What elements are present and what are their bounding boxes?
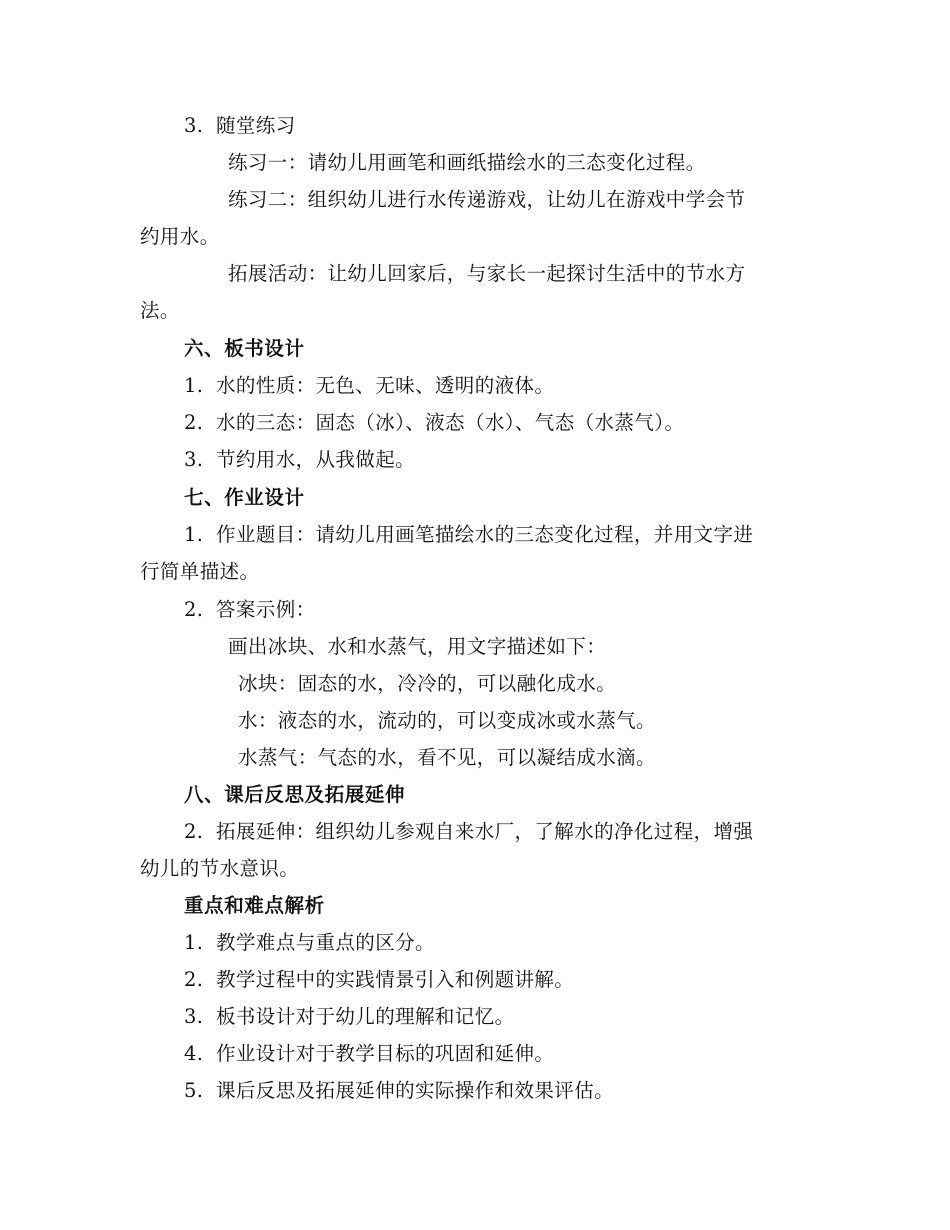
analysis-item-2	[184, 966, 574, 994]
homework-title: 七、作业设计	[184, 486, 305, 509]
analysis-item-1-text: 教学难点与重点的区分。	[216, 931, 435, 954]
board-design-title: 六、板书设计	[184, 337, 305, 360]
reflection-item-text: 拓展延伸：组织幼儿参观自来水厂，了解水的净化过程，增强	[216, 820, 754, 843]
homework-item-2-number: 2.	[184, 598, 204, 621]
board-item-3	[184, 446, 415, 474]
reflection-title: 八、课后反思及拓展延伸	[184, 783, 406, 806]
answer-water: 水：液态的水，流动的，可以变成冰或水蒸气。	[238, 709, 656, 732]
reflection-item-line-2: 幼儿的节水意识。	[140, 857, 300, 880]
analysis-item-3-text: 板书设计对于幼儿的理解和记忆。	[216, 1005, 515, 1028]
practice-extension-line-2: 法。	[140, 299, 180, 322]
practice-exercise-2-line-2: 约用水。	[140, 225, 220, 248]
board-item-1-number: 1.	[184, 374, 204, 397]
analysis-item-5-text: 课后反思及拓展延伸的实际操作和效果评估。	[216, 1079, 615, 1102]
answer-ice: 冰块：固态的水，冷冷的，可以融化成水。	[238, 672, 617, 695]
analysis-item-1	[184, 929, 435, 957]
homework-item-1-number: 1.	[184, 523, 204, 546]
analysis-item-5-number: 5.	[184, 1079, 204, 1102]
board-item-3-number: 3.	[184, 448, 204, 471]
board-item-3-text: 节约用水，从我做起。	[216, 448, 416, 471]
analysis-item-2-text: 教学过程中的实践情景引入和例题讲解。	[216, 968, 575, 991]
homework-item-1-text: 作业题目：请幼儿用画笔描绘水的三态变化过程，并用文字进	[216, 523, 754, 546]
practice-heading-number: 3.	[184, 114, 204, 137]
reflection-item-line-1	[184, 818, 753, 846]
board-item-2-number: 2.	[184, 411, 204, 434]
analysis-item-2-number: 2.	[184, 968, 204, 991]
homework-item-2	[184, 596, 316, 624]
analysis-item-4-number: 4.	[184, 1042, 204, 1065]
analysis-item-4-text: 作业设计对于教学目标的巩固和延伸。	[216, 1042, 555, 1065]
board-item-2-text: 水的三态：固态（冰）、液态（水）、气态（水蒸气）。	[216, 411, 685, 434]
analysis-item-3-number: 3.	[184, 1005, 204, 1028]
homework-item-2-text: 答案示例：	[216, 598, 316, 621]
practice-heading-text: 随堂练习	[216, 114, 296, 137]
practice-extension-line-1: 拓展活动：让幼儿回家后，与家长一起探讨生活中的节水方	[228, 262, 746, 285]
analysis-item-3	[184, 1003, 515, 1031]
answer-intro: 画出冰块、水和水蒸气，用文字描述如下：	[228, 635, 607, 658]
analysis-item-4	[184, 1040, 554, 1068]
board-item-1-text: 水的性质：无色、无味、透明的液体。	[216, 374, 555, 397]
answer-steam: 水蒸气：气态的水，看不见，可以凝结成水滴。	[238, 746, 656, 769]
practice-exercise-1: 练习一：请幼儿用画笔和画纸描绘水的三态变化过程。	[228, 151, 706, 174]
analysis-item-1-number: 1.	[184, 931, 204, 954]
analysis-title: 重点和难点解析	[184, 894, 325, 917]
practice-exercise-2-line-1: 练习二：组织幼儿进行水传递游戏，让幼儿在游戏中学会节	[228, 188, 746, 211]
homework-item-1-line-2: 行简单描述。	[140, 560, 260, 583]
board-item-2	[184, 409, 684, 437]
homework-item-1-line-1	[184, 521, 753, 549]
board-item-1	[184, 372, 554, 400]
reflection-item-number: 2.	[184, 820, 204, 843]
analysis-item-5	[184, 1077, 614, 1105]
practice-heading	[184, 112, 296, 140]
